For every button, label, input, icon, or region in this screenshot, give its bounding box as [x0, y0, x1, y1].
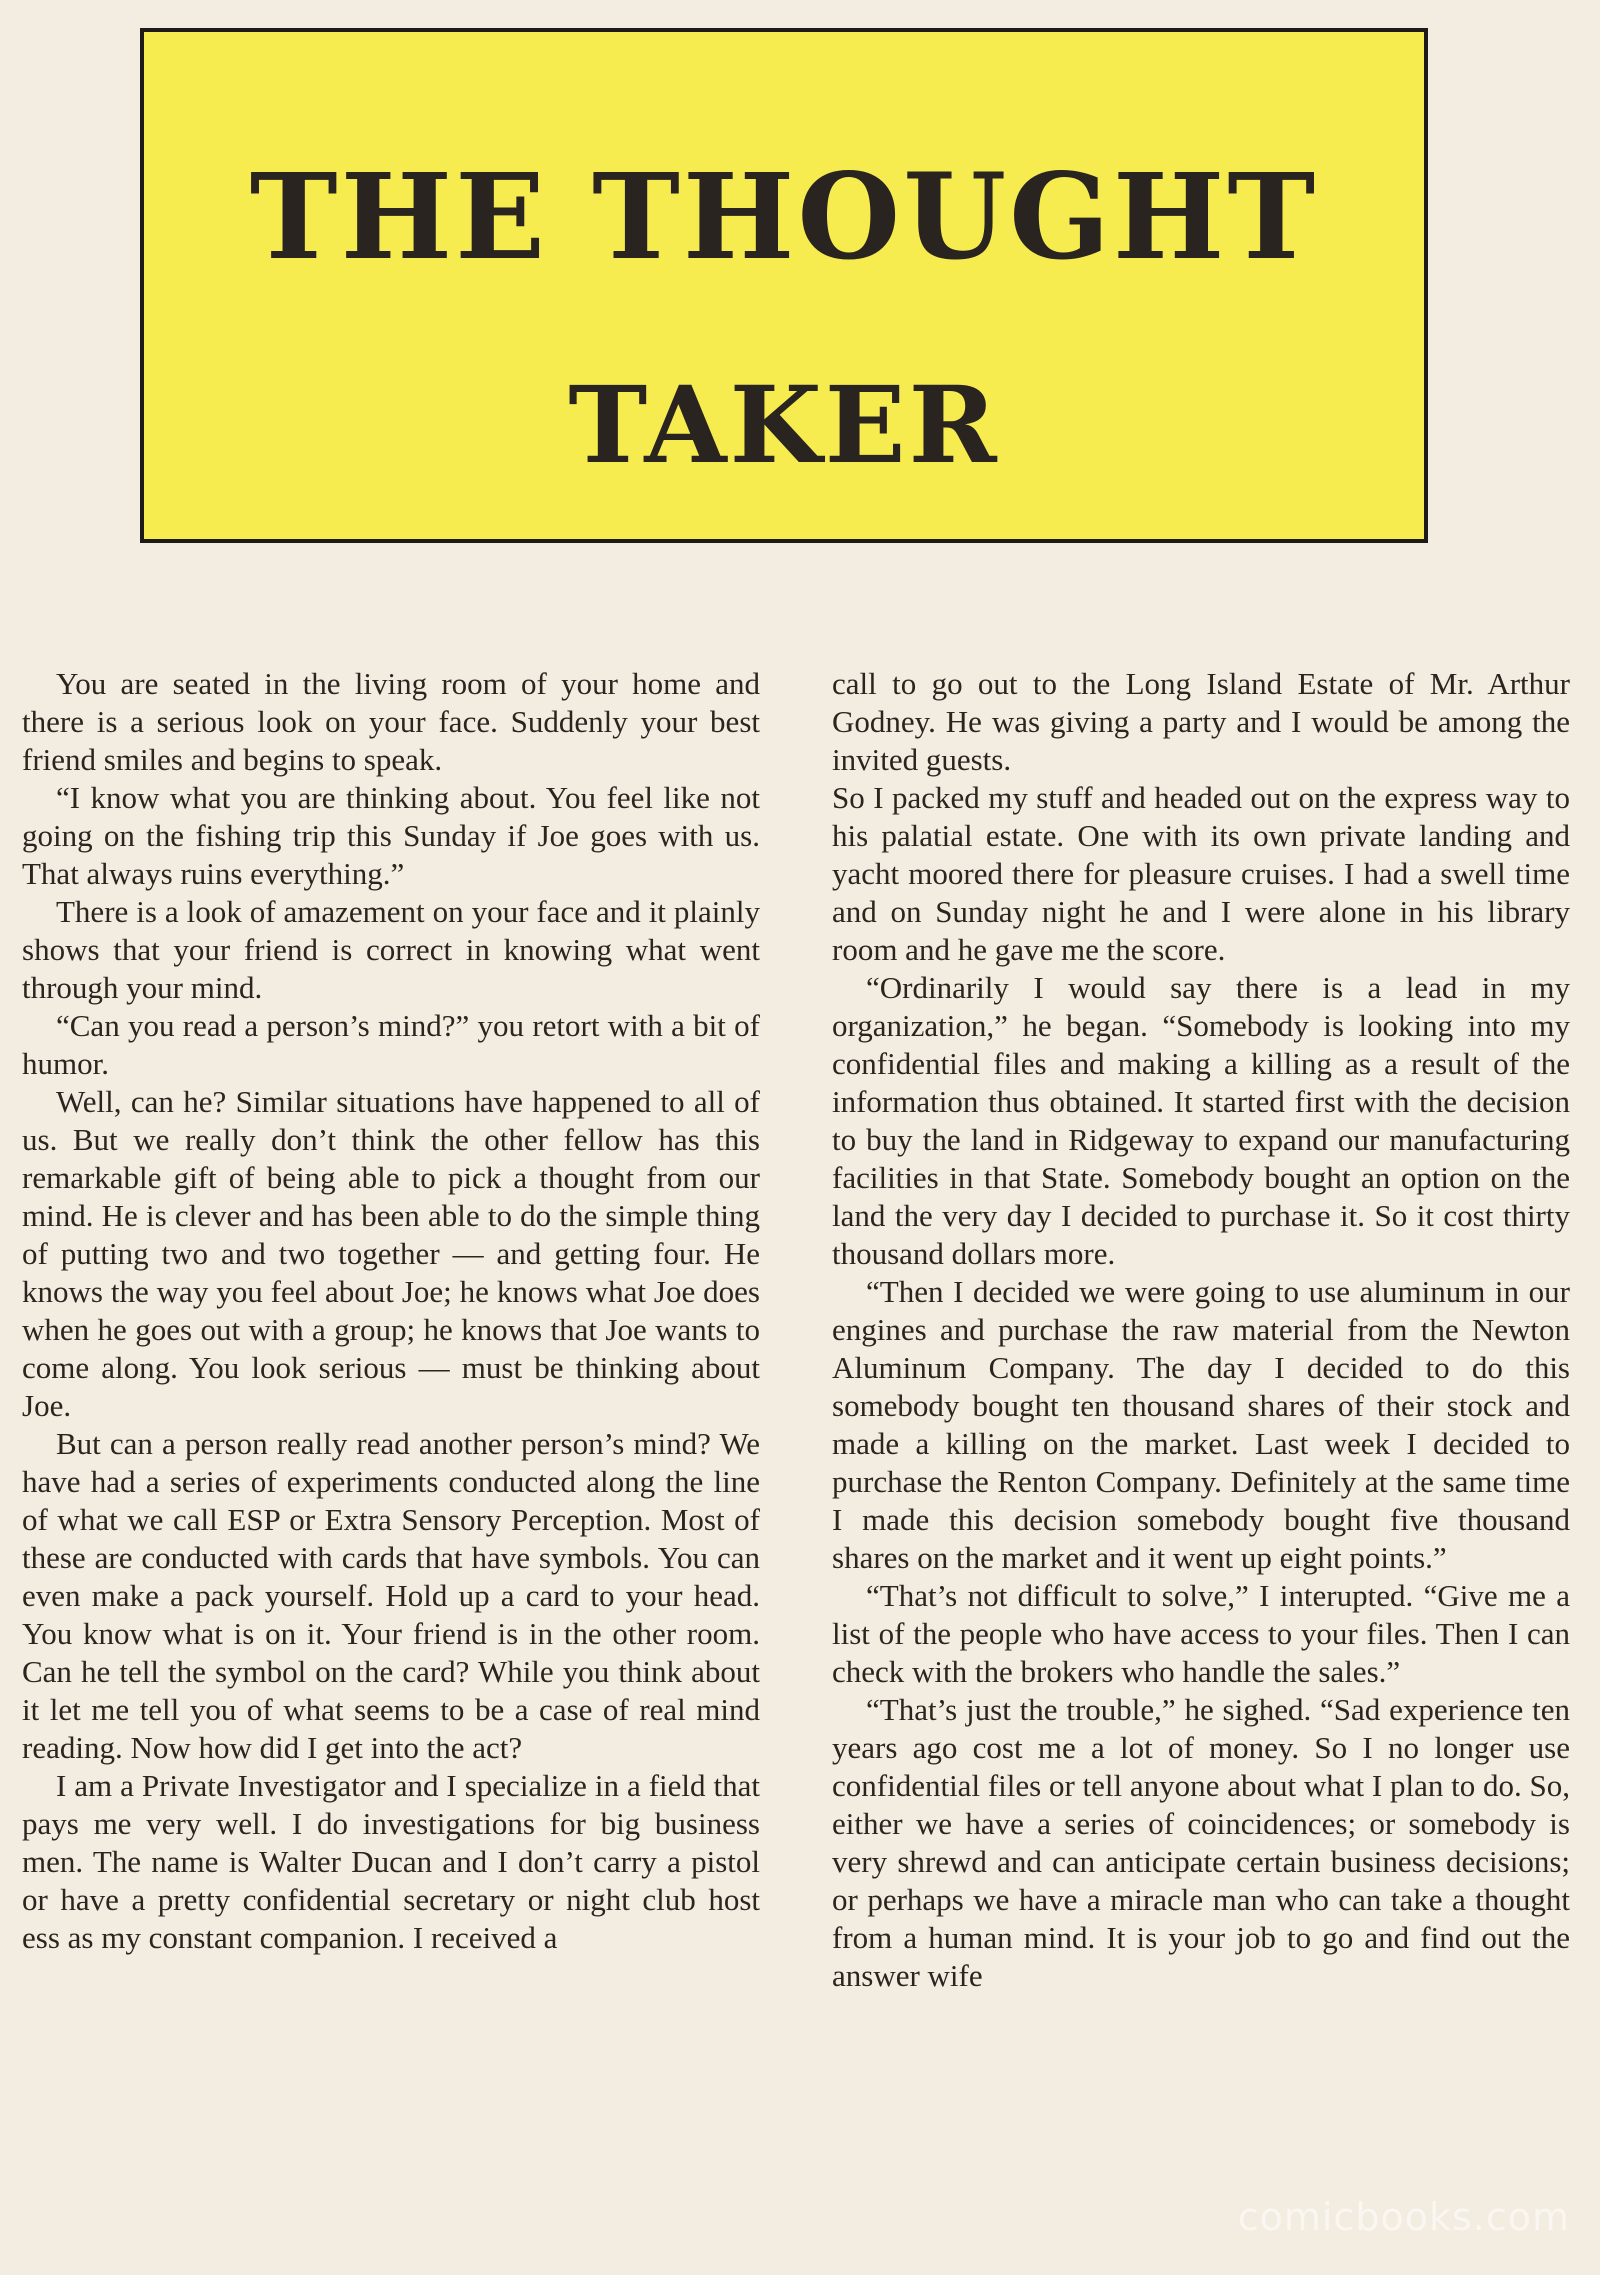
paragraph: “That’s not difficult to solve,” I interupted. “Give me a list of the people who have access to your files. Then I can check with the brokers who handle the sales.” [832, 1578, 1570, 1689]
paragraph: You are seated in the living room of your home and there is a serious look on your face. Suddenly your best friend smiles and begins to speak. [22, 666, 760, 777]
paragraph: “Can you read a person’s mind?” you retort with a bit of humor. [22, 1008, 760, 1081]
title-box [140, 28, 1428, 543]
paragraph: Well, can he? Similar situations have happened to all of us. But we really don’t think the other fellow has this remarkable gift of being able to pick a thought from our mind. He is clever and has been able to do the simple thing of putting two and two together — and getting four. He knows the way you feel about Joe; he knows what Joe does when he goes out with a group; he knows that Joe wants to come along. You look serious — must be thinking about Joe. [22, 1084, 760, 1423]
paragraph: There is a look of amazement on your face and it plainly shows that your friend is correct in knowing what went through your mind. [22, 894, 760, 1005]
watermark: comicbooks.com [1237, 2195, 1570, 2239]
paragraph: I am a Private Investigator and I specialize in a field that pays me very well. I do investigations for big business men. The name is Walter Ducan and I don’t carry a pistol or have a pretty confidential secretary or night club host ess as my constant companion. I received a [22, 1768, 760, 1955]
paragraph: But can a person really read another person’s mind? We have had a series of experiments conducted along the line of what we call ESP or Extra Sensory Perception. Most of these are conducted with cards that have symbols. You can even make a pack yourself. Hold up a card to your head. You know what is on it. Your friend is in the other room. Can he tell the symbol on the card? While you think about it let me tell you of what seems to be a case of real mind reading. Now how did I get into the act? [22, 1426, 760, 1765]
left-column [22, 665, 760, 1957]
right-column [832, 665, 1570, 1995]
paragraph: So I packed my stuff and headed out on the express way to his palatial estate. One with its own private landing and yacht moored there for pleasure cruises. I had a swell time and on Sunday night he and I were alone in his library room and he gave me the score. [832, 780, 1570, 967]
title-line-1: THE THOUGHT [249, 147, 1319, 286]
title-line-2: TAKER [568, 362, 1000, 487]
paragraph: “Then I decided we were going to use aluminum in our engines and purchase the raw material from the Newton Aluminum Company. The day I decided to do this somebody bought ten thousand shares of their stock and made a killing on the market. Last week I decided to purchase the Renton Company. Definitely at the same time I made this decision somebody bought five thousand shares on the market and it went up eight points.” [832, 1274, 1570, 1575]
paragraph: call to go out to the Long Island Estate of Mr. Arthur Godney. He was giving a party and I would be among the invited guests. [832, 666, 1570, 777]
paragraph: “I know what you are thinking about. You feel like not going on the fishing trip this Sunday if Joe goes with us. That always ruins everything.” [22, 780, 760, 891]
paragraph: “Ordinarily I would say there is a lead in my organization,” he began. “Somebody is looking into my confidential files and making a killing as a result of the information thus obtained. It started first with the decision to buy the land in Ridgeway to expand our manufacturing facilities in that State. Somebody bought an option on the land the very day I decided to purchase it. So it cost thirty thousand dollars more. [832, 970, 1570, 1271]
paragraph: “That’s just the trouble,” he sighed. “Sad experience ten years ago cost me a lot of money. So I no longer use confidential files or tell anyone about what I plan to do. So, either we have a series of coincidences; or somebody is very shrewd and can anticipate certain business decisions; or perhaps we have a miracle man who can take a thought from a human mind. It is your job to go and find out the answer wife [832, 1692, 1570, 1993]
